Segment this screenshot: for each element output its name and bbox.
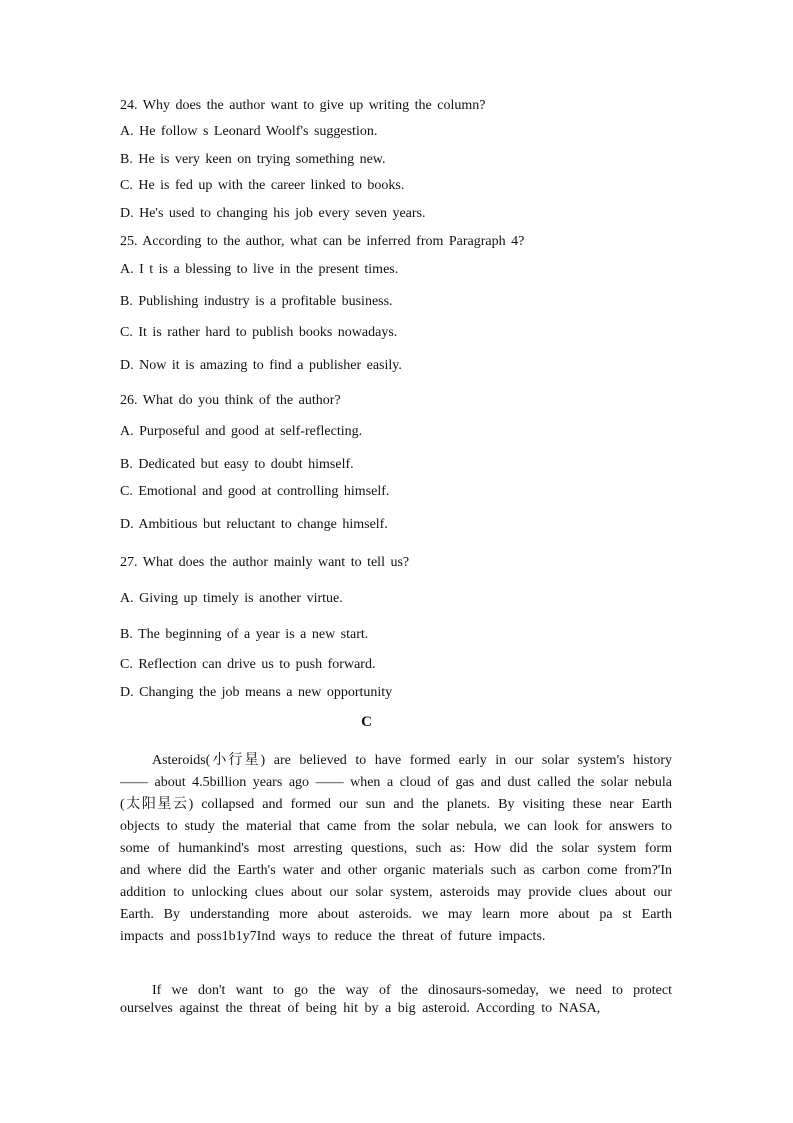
question-26-option-b: B. Dedicated but easy to doubt himself. [120, 457, 354, 472]
question-24-option-c: C. He is fed up with the career linked to books. [120, 178, 405, 193]
question-27-option-c: C. Reflection can drive us to push forward. [120, 657, 376, 672]
question-25-option-a: A. I t is a blessing to live in the present times. [120, 262, 399, 277]
question-24-option-a: A. He follow s Leonard Woolf's suggestion. [120, 124, 378, 139]
question-25-option-d: D. Now it is amazing to find a publisher easily. [120, 358, 402, 373]
question-25-option-c: C. It is rather hard to publish books nowadays. [120, 325, 398, 340]
question-27-stem: 27. What does the author mainly want to tell us? [120, 555, 410, 570]
question-26-option-a: A. Purposeful and good at self-reflecting. [120, 424, 363, 439]
question-27-option-b: B. The beginning of a year is a new start. [120, 627, 369, 642]
section-heading: C [361, 714, 372, 730]
question-27-option-d: D. Changing the job means a new opportunity [120, 685, 393, 700]
question-24-option-b: B. He is very keen on trying something new. [120, 152, 386, 167]
passage-paragraph-1: Asteroids(小行星) are believed to have formed early in our solar system's history —— about 4.5billion years ago —— when a cloud of gas and dust called the solar nebula (太阳星云) collapsed and formed our sun and the planets. By visiting these near Earth objects to study the material that came from the solar nebula, we can look for answers to some of humankind's most arresting questions, such as: How did the solar system form and where did the Earth's water and other organic materials such as carbon come from?'In addition to unlocking clues about our solar system, asteroids may provide clues about our Earth. By understanding more about asteroids. we may learn more about pa st Earth impacts and poss1b1y7Ind ways to reduce the threat of future impacts. [120, 753, 672, 944]
question-25-option-b: B. Publishing industry is a profitable business. [120, 294, 393, 309]
passage-paragraph-2: If we don't want to go the way of the dinosaurs-someday, we need to protect ourselves against the threat of being hit by a big asteroid. According to NASA, [120, 983, 672, 1016]
question-24-stem: 24. Why does the author want to give up writing the column? [120, 98, 486, 113]
question-27-option-a: A. Giving up timely is another virtue. [120, 591, 343, 606]
question-26-stem: 26. What do you think of the author? [120, 393, 341, 408]
question-25-stem: 25. According to the author, what can be inferred from Paragraph 4? [120, 234, 525, 249]
question-26-option-c: C. Emotional and good at controlling himself. [120, 484, 390, 499]
question-24-option-d: D. He's used to changing his job every seven years. [120, 206, 426, 221]
question-26-option-d: D. Ambitious but reluctant to change himself. [120, 517, 388, 532]
